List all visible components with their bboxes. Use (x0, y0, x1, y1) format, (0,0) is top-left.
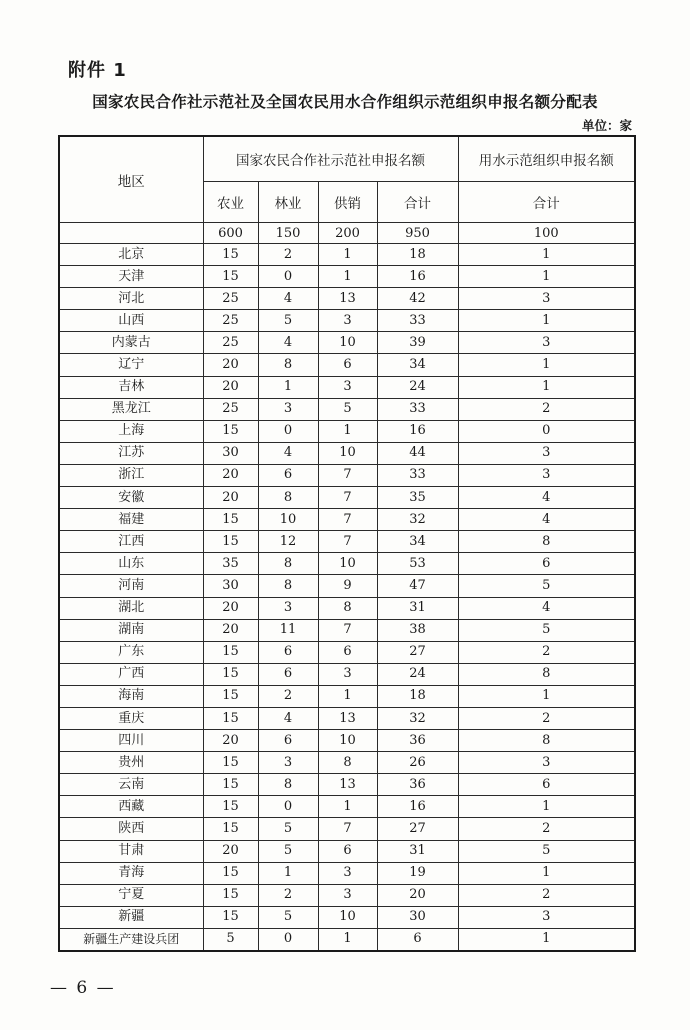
water-total-cell: 2 (458, 707, 635, 729)
forestry-cell: 0 (258, 796, 318, 818)
table-row (59, 354, 635, 376)
table-row (59, 531, 635, 553)
agriculture-cell: 15 (203, 641, 258, 663)
document-title: 国家农民合作社示范社及全国农民用水合作组织示范组织申报名额分配表 (92, 93, 598, 111)
region-cell: 广东 (59, 641, 203, 663)
agriculture-cell: 15 (203, 862, 258, 884)
forestry-cell: 2 (258, 685, 318, 707)
table-row (59, 487, 635, 509)
region-cell: 云南 (59, 774, 203, 796)
agriculture-cell: 15 (203, 906, 258, 928)
supply-cell: 7 (318, 464, 377, 486)
region-cell: 河南 (59, 575, 203, 597)
agriculture-cell: 20 (203, 597, 258, 619)
agriculture-cell: 15 (203, 420, 258, 442)
supply-cell: 5 (318, 398, 377, 420)
coop-total-cell: 36 (377, 730, 458, 752)
water-total-cell: 1 (458, 376, 635, 398)
supply-cell: 3 (318, 862, 377, 884)
water-total-cell: 4 (458, 597, 635, 619)
table-row (59, 796, 635, 818)
water-total-cell: 3 (458, 752, 635, 774)
agriculture-cell: 20 (203, 354, 258, 376)
table-row (59, 464, 635, 486)
supply-cell: 1 (318, 266, 377, 288)
supply-cell: 3 (318, 310, 377, 332)
water-total-cell: 4 (458, 487, 635, 509)
agriculture-cell: 15 (203, 244, 258, 266)
agriculture-cell: 15 (203, 266, 258, 288)
region-cell: 辽宁 (59, 354, 203, 376)
table-row (59, 818, 635, 840)
table-row (59, 641, 635, 663)
coop-total-cell: 39 (377, 332, 458, 354)
water-total-cell: 2 (458, 641, 635, 663)
region-cell: 山东 (59, 553, 203, 575)
forestry-cell: 6 (258, 641, 318, 663)
supply-cell: 1 (318, 685, 377, 707)
agriculture-cell: 20 (203, 376, 258, 398)
forestry-cell: 8 (258, 354, 318, 376)
coop-total-cell: 32 (377, 509, 458, 531)
table-row (59, 376, 635, 398)
region-cell: 海南 (59, 685, 203, 707)
forestry-cell: 4 (258, 288, 318, 310)
table-row (59, 685, 635, 707)
agriculture-cell: 15 (203, 818, 258, 840)
header-row-groups (59, 136, 635, 182)
table-row (59, 707, 635, 729)
coop-total-cell: 34 (377, 531, 458, 553)
forestry-cell: 4 (258, 707, 318, 729)
agriculture-cell: 20 (203, 619, 258, 641)
region-cell: 浙江 (59, 464, 203, 486)
forestry-cell: 8 (258, 553, 318, 575)
water-total-cell: 1 (458, 266, 635, 288)
agriculture-cell: 25 (203, 288, 258, 310)
water-total-cell: 5 (458, 619, 635, 641)
forestry-cell: 3 (258, 752, 318, 774)
region-cell: 四川 (59, 730, 203, 752)
supply-cell: 6 (318, 641, 377, 663)
table-row (59, 730, 635, 752)
coop-total-cell: 34 (377, 354, 458, 376)
forestry-cell: 1 (258, 862, 318, 884)
coop-total-cell: 27 (377, 818, 458, 840)
agriculture-cell: 5 (203, 928, 258, 951)
region-cell: 山西 (59, 310, 203, 332)
water-group-header: 用水示范组织申报名额 (458, 136, 635, 182)
region-cell: 广西 (59, 663, 203, 685)
water-total-cell: 3 (458, 464, 635, 486)
coop-total-cell: 16 (377, 420, 458, 442)
supply-cell: 13 (318, 774, 377, 796)
totals-row (59, 223, 635, 244)
supply-cell: 7 (318, 509, 377, 531)
water-total-cell: 1 (458, 862, 635, 884)
forestry-cell: 0 (258, 420, 318, 442)
agriculture-cell: 20 (203, 464, 258, 486)
agriculture-cell: 25 (203, 310, 258, 332)
table-row (59, 840, 635, 862)
table-row (59, 398, 635, 420)
water-total-cell: 2 (458, 818, 635, 840)
sub-header-forestry: 林业 (258, 182, 318, 223)
forestry-cell: 0 (258, 928, 318, 951)
attachment-label: 附件 1 (68, 60, 127, 81)
table-row (59, 928, 635, 951)
region-cell: 河北 (59, 288, 203, 310)
table-row (59, 244, 635, 266)
table-row (59, 332, 635, 354)
forestry-cell: 2 (258, 244, 318, 266)
coop-total-cell: 47 (377, 575, 458, 597)
region-cell: 青海 (59, 862, 203, 884)
forestry-cell: 0 (258, 266, 318, 288)
sub-header-water-total: 合计 (458, 182, 635, 223)
supply-cell: 10 (318, 906, 377, 928)
agriculture-cell: 15 (203, 685, 258, 707)
agriculture-cell: 20 (203, 840, 258, 862)
coop-total-cell: 44 (377, 442, 458, 464)
supply-cell: 7 (318, 619, 377, 641)
coop-total-cell: 38 (377, 619, 458, 641)
total-supply: 200 (318, 223, 377, 244)
coop-total-cell: 24 (377, 663, 458, 685)
agriculture-cell: 20 (203, 730, 258, 752)
coop-total-cell: 16 (377, 266, 458, 288)
region-cell: 湖南 (59, 619, 203, 641)
forestry-cell: 2 (258, 884, 318, 906)
water-total-cell: 8 (458, 663, 635, 685)
coop-total-cell: 33 (377, 310, 458, 332)
table-row (59, 774, 635, 796)
coop-total-cell: 31 (377, 840, 458, 862)
table-row (59, 509, 635, 531)
agriculture-cell: 15 (203, 774, 258, 796)
table-row (59, 752, 635, 774)
region-cell: 上海 (59, 420, 203, 442)
water-total-cell: 1 (458, 685, 635, 707)
sub-header-agriculture: 农业 (203, 182, 258, 223)
water-total-cell: 1 (458, 928, 635, 951)
supply-cell: 7 (318, 818, 377, 840)
water-total-cell: 6 (458, 553, 635, 575)
page-number: — 6 — (50, 978, 116, 998)
supply-cell: 13 (318, 288, 377, 310)
table-row (59, 663, 635, 685)
region-cell: 新疆 (59, 906, 203, 928)
coop-total-cell: 18 (377, 685, 458, 707)
forestry-cell: 12 (258, 531, 318, 553)
coop-total-cell: 31 (377, 597, 458, 619)
supply-cell: 1 (318, 420, 377, 442)
region-cell: 江苏 (59, 442, 203, 464)
region-cell: 北京 (59, 244, 203, 266)
table-row (59, 420, 635, 442)
region-cell: 西藏 (59, 796, 203, 818)
agriculture-cell: 15 (203, 796, 258, 818)
forestry-cell: 5 (258, 818, 318, 840)
water-total-cell: 6 (458, 774, 635, 796)
coop-total-cell: 20 (377, 884, 458, 906)
table-row (59, 266, 635, 288)
supply-cell: 6 (318, 354, 377, 376)
water-total-cell: 4 (458, 509, 635, 531)
agriculture-cell: 15 (203, 531, 258, 553)
unit-label: 单位：家 (581, 118, 632, 133)
table-row (59, 884, 635, 906)
supply-cell: 10 (318, 553, 377, 575)
region-cell: 甘肃 (59, 840, 203, 862)
water-total-cell: 5 (458, 575, 635, 597)
table-row (59, 862, 635, 884)
forestry-cell: 6 (258, 663, 318, 685)
coop-total-cell: 33 (377, 398, 458, 420)
total-coop: 950 (377, 223, 458, 244)
water-total-cell: 5 (458, 840, 635, 862)
forestry-cell: 3 (258, 398, 318, 420)
water-total-cell: 3 (458, 442, 635, 464)
region-cell: 黑龙江 (59, 398, 203, 420)
supply-cell: 3 (318, 663, 377, 685)
forestry-cell: 5 (258, 310, 318, 332)
supply-cell: 10 (318, 442, 377, 464)
region-cell: 重庆 (59, 707, 203, 729)
agriculture-cell: 20 (203, 487, 258, 509)
water-total-cell: 0 (458, 420, 635, 442)
agriculture-cell: 30 (203, 442, 258, 464)
water-total-cell: 1 (458, 796, 635, 818)
table-row (59, 442, 635, 464)
coop-total-cell: 26 (377, 752, 458, 774)
forestry-cell: 5 (258, 840, 318, 862)
water-total-cell: 1 (458, 310, 635, 332)
agriculture-cell: 15 (203, 707, 258, 729)
sub-header-coop-total: 合计 (377, 182, 458, 223)
agriculture-cell: 15 (203, 663, 258, 685)
coop-total-cell: 19 (377, 862, 458, 884)
supply-cell: 8 (318, 752, 377, 774)
table-row (59, 310, 635, 332)
region-cell: 内蒙古 (59, 332, 203, 354)
allocation-table (58, 135, 636, 952)
forestry-cell: 1 (258, 376, 318, 398)
coop-total-cell: 27 (377, 641, 458, 663)
coop-total-cell: 33 (377, 464, 458, 486)
table-row (59, 597, 635, 619)
supply-cell: 6 (318, 840, 377, 862)
totals-region-cell (59, 223, 203, 244)
coop-total-cell: 6 (377, 928, 458, 951)
forestry-cell: 6 (258, 730, 318, 752)
forestry-cell: 8 (258, 487, 318, 509)
coop-group-header: 国家农民合作社示范社申报名额 (203, 136, 458, 182)
forestry-cell: 11 (258, 619, 318, 641)
supply-cell: 7 (318, 487, 377, 509)
agriculture-cell: 15 (203, 752, 258, 774)
agriculture-cell: 15 (203, 884, 258, 906)
total-water: 100 (458, 223, 635, 244)
coop-total-cell: 42 (377, 288, 458, 310)
coop-total-cell: 18 (377, 244, 458, 266)
forestry-cell: 8 (258, 774, 318, 796)
table-row (59, 906, 635, 928)
agriculture-cell: 35 (203, 553, 258, 575)
water-total-cell: 1 (458, 354, 635, 376)
supply-cell: 3 (318, 376, 377, 398)
coop-total-cell: 53 (377, 553, 458, 575)
region-header: 地区 (59, 136, 203, 223)
water-total-cell: 3 (458, 332, 635, 354)
forestry-cell: 3 (258, 597, 318, 619)
supply-cell: 3 (318, 884, 377, 906)
region-cell: 宁夏 (59, 884, 203, 906)
agriculture-cell: 25 (203, 398, 258, 420)
forestry-cell: 6 (258, 464, 318, 486)
region-cell: 天津 (59, 266, 203, 288)
supply-cell: 13 (318, 707, 377, 729)
supply-cell: 7 (318, 531, 377, 553)
supply-cell: 10 (318, 730, 377, 752)
coop-total-cell: 35 (377, 487, 458, 509)
region-cell: 安徽 (59, 487, 203, 509)
agriculture-cell: 25 (203, 332, 258, 354)
water-total-cell: 3 (458, 288, 635, 310)
forestry-cell: 8 (258, 575, 318, 597)
coop-total-cell: 16 (377, 796, 458, 818)
forestry-cell: 5 (258, 906, 318, 928)
table-row (59, 288, 635, 310)
agriculture-cell: 30 (203, 575, 258, 597)
supply-cell: 10 (318, 332, 377, 354)
supply-cell: 1 (318, 928, 377, 951)
supply-cell: 1 (318, 796, 377, 818)
water-total-cell: 3 (458, 906, 635, 928)
forestry-cell: 10 (258, 509, 318, 531)
region-cell: 贵州 (59, 752, 203, 774)
water-total-cell: 2 (458, 398, 635, 420)
water-total-cell: 8 (458, 730, 635, 752)
coop-total-cell: 36 (377, 774, 458, 796)
region-cell: 湖北 (59, 597, 203, 619)
table-row (59, 553, 635, 575)
forestry-cell: 4 (258, 442, 318, 464)
agriculture-cell: 15 (203, 509, 258, 531)
region-cell: 江西 (59, 531, 203, 553)
supply-cell: 1 (318, 244, 377, 266)
coop-total-cell: 30 (377, 906, 458, 928)
region-cell: 吉林 (59, 376, 203, 398)
total-agriculture: 600 (203, 223, 258, 244)
coop-total-cell: 24 (377, 376, 458, 398)
region-cell: 新疆生产建设兵团 (59, 928, 203, 951)
region-cell: 福建 (59, 509, 203, 531)
region-cell: 陕西 (59, 818, 203, 840)
water-total-cell: 2 (458, 884, 635, 906)
table-row (59, 619, 635, 641)
supply-cell: 8 (318, 597, 377, 619)
sub-header-supply: 供销 (318, 182, 377, 223)
forestry-cell: 4 (258, 332, 318, 354)
table-row (59, 575, 635, 597)
water-total-cell: 1 (458, 244, 635, 266)
water-total-cell: 8 (458, 531, 635, 553)
total-forestry: 150 (258, 223, 318, 244)
coop-total-cell: 32 (377, 707, 458, 729)
supply-cell: 9 (318, 575, 377, 597)
